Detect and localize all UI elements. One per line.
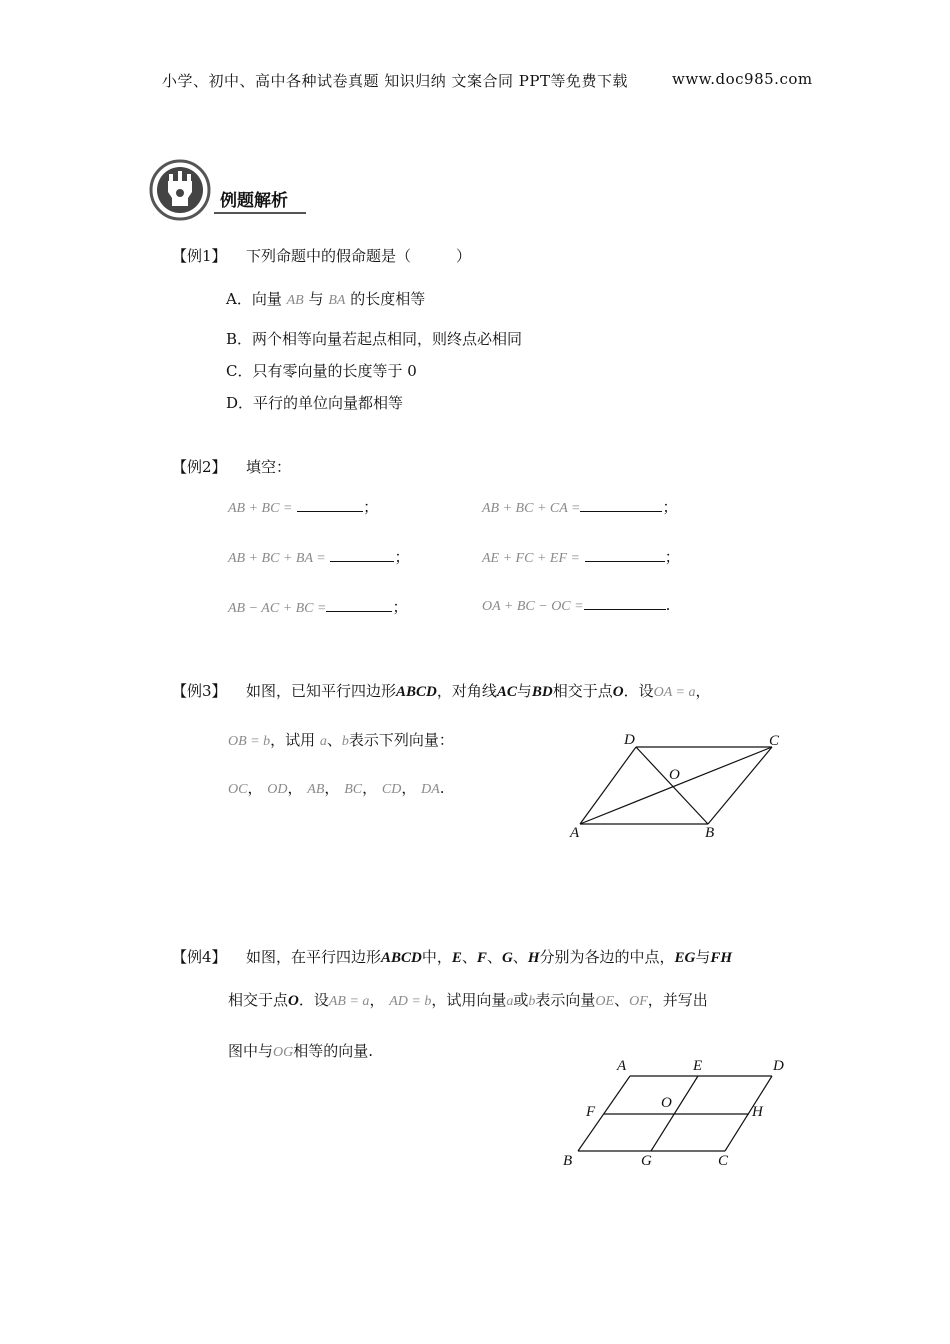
answer-blank[interactable] — [584, 597, 666, 610]
fill-item-5: AB − AC + BC = ； — [228, 598, 408, 616]
point-o-label: O — [669, 767, 680, 783]
header-text: 小学、初中、高中各种试卷真题 知识归纳 文案合同 PPT等免费下载 — [162, 72, 628, 90]
example-3-vector-list: OC， OD， AB， BC， CD， DA. — [228, 779, 445, 797]
point-h-label: H — [752, 1104, 763, 1120]
fill-item-1: AB + BC = ； — [228, 498, 379, 516]
example-1-option-a: A．向量 AB 与 BA 的长度相等 — [226, 290, 426, 308]
section-title: 例题解析 — [220, 191, 288, 211]
example-1-option-b: B．两个相等向量若起点相同，则终点必相同 — [226, 330, 523, 348]
example-4-line-2: 相交于点O．设AB = a， AD = b，试用向量a或b表示向量OE、OF，并写出 — [228, 991, 708, 1009]
point-a-label: A — [570, 825, 580, 841]
example-1-option-c: C．只有零向量的长度等于 0 — [226, 362, 417, 380]
answer-blank[interactable] — [585, 549, 665, 562]
example-1-label: 【例1】 — [172, 247, 227, 265]
point-b-label: B — [705, 825, 715, 841]
example-2-stem: 填空： — [246, 458, 292, 476]
point-d-label: D — [773, 1058, 784, 1074]
diagonal-bd — [636, 747, 708, 824]
fill-item-2: AB + BC + CA = ； — [482, 498, 678, 516]
parallelogram-figure-1 — [560, 725, 800, 845]
example-4-line-1: 如图，在平行四边形ABCD中，E、F、G、H分别为各边的中点，EG与FH — [246, 948, 733, 966]
fill-item-6: OA + BC − OC = . — [482, 596, 671, 614]
point-e-label: E — [693, 1058, 703, 1074]
fill-item-4: AE + FC + EF = ； — [482, 548, 680, 566]
point-d-label: D — [624, 732, 635, 748]
point-c-label: C — [769, 733, 780, 749]
point-c-label: C — [718, 1153, 729, 1169]
example-1-stem: 下列命题中的假命题是（ ） — [246, 247, 472, 265]
answer-blank[interactable] — [580, 499, 662, 512]
parallelogram-figure-2 — [555, 1052, 795, 1174]
header-url[interactable]: www.doc985.com — [672, 70, 813, 88]
example-2-label: 【例2】 — [172, 458, 227, 476]
answer-blank[interactable] — [330, 549, 394, 562]
point-b-label: B — [563, 1153, 573, 1169]
example-3-line-2: OB = b，试用 a、b表示下列向量： — [228, 731, 454, 749]
point-o-label: O — [661, 1095, 672, 1111]
edge-bc — [708, 747, 772, 824]
example-3-line-1: 如图，已知平行四边形ABCD，对角线AC与BD相交于点O．设OA = a， — [246, 682, 711, 700]
example-4-label: 【例4】 — [172, 948, 227, 966]
example-3-label: 【例3】 — [172, 682, 227, 700]
example-4-line-3: 图中与OG相等的向量. — [228, 1042, 374, 1060]
answer-blank[interactable] — [326, 599, 392, 612]
fill-item-3: AB + BC + BA = ； — [228, 548, 410, 566]
example-1-option-d: D．平行的单位向量都相等 — [226, 394, 404, 412]
point-g-label: G — [641, 1153, 652, 1169]
answer-blank[interactable] — [297, 499, 363, 512]
point-a-label: A — [617, 1058, 627, 1074]
point-f-label: F — [586, 1104, 596, 1120]
diagonal-ac — [580, 747, 772, 824]
